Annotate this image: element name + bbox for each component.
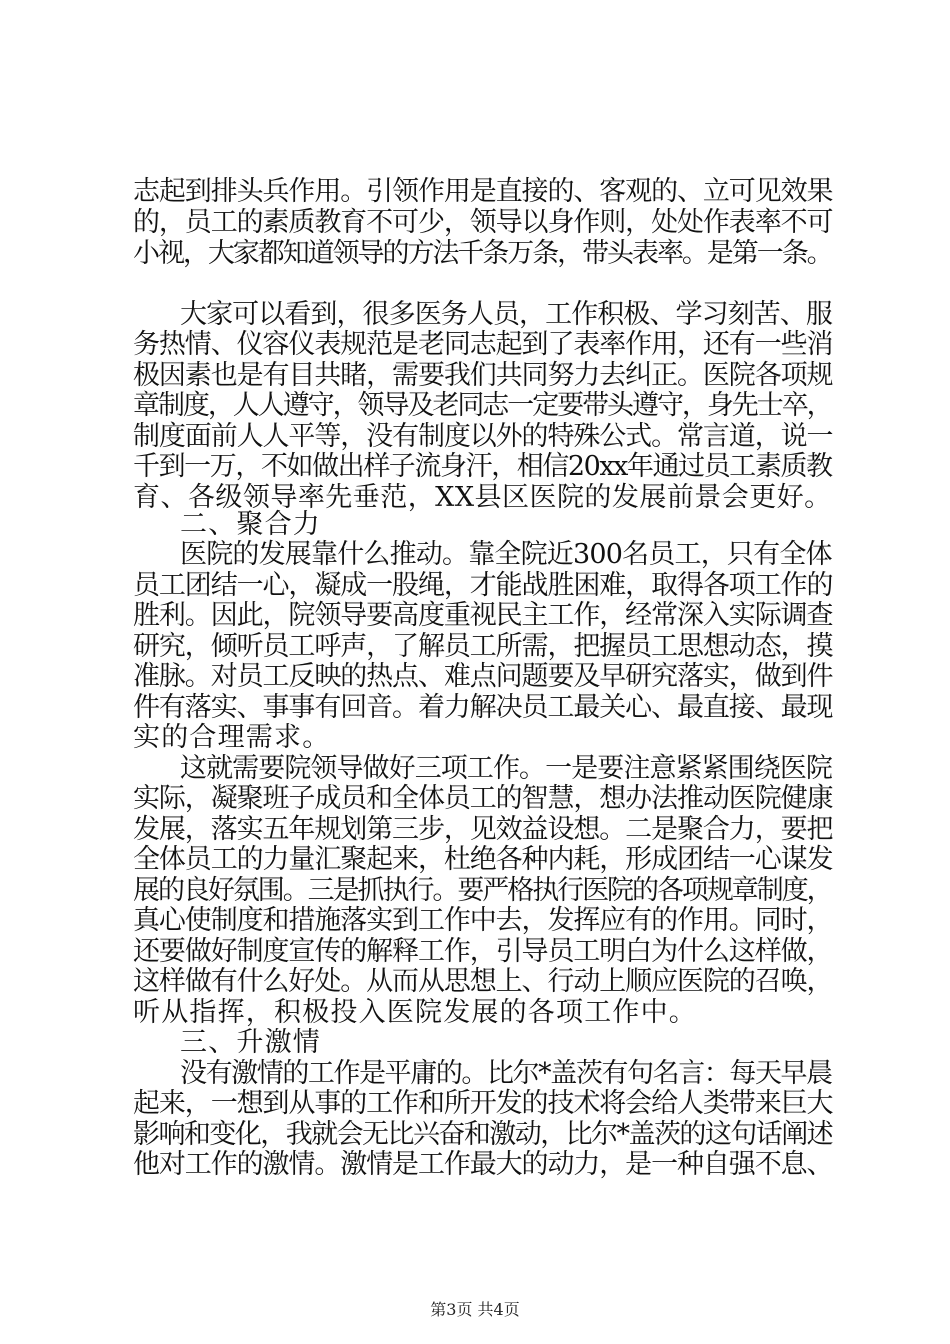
paragraph-2-line-7: 育、各级领导率先垂范，XX县区医院的发展前景会更好。 xyxy=(133,482,832,513)
paragraph-3-line-7: 实的合理需求。 xyxy=(133,722,331,753)
paragraph-5-line-1: 没有激情的工作是平庸的。比尔*盖茨有句名言：每天早晨 xyxy=(180,1058,832,1089)
section-heading-2: 二、聚合力 xyxy=(180,509,321,540)
paragraph-3-line-5: 准脉。对员工反映的热点、难点问题要及早研究落实，做到件 xyxy=(133,661,833,692)
paragraph-4-line-3: 发展，落实五年规划第三步，见效益设想。二是聚合力，要把 xyxy=(133,814,833,845)
paragraph-2-line-1: 大家可以看到，很多医务人员，工作积极、学习刻苦、服 xyxy=(180,299,832,330)
paragraph-3-line-1: 医院的发展靠什么推动。靠全院近300名员工，只有全体 xyxy=(180,539,832,570)
paragraph-3-line-2: 员工团结一心，凝成一股绳，才能战胜困难，取得各项工作的 xyxy=(133,570,833,601)
paragraph-3-line-4: 研究，倾听员工呼声，了解员工所需，把握员工思想动态，摸 xyxy=(133,631,833,662)
paragraph-4-line-5: 展的良好氛围。三是抓执行。要严格执行医院的各项规章制度， xyxy=(133,875,832,906)
page-number-footer: 第3页 共4页 xyxy=(430,1300,520,1319)
paragraph-5-line-2: 起来，一想到从事的工作和所开发的技术将会给人类带来巨大 xyxy=(133,1088,833,1119)
paragraph-2-line-3: 极因素也是有目共睹，需要我们共同努力去纠正。医院各项规 xyxy=(133,360,833,391)
paragraph-2-line-2: 务热情、仪容仪表规范是老同志起到了表率作用，还有一些消 xyxy=(133,329,833,360)
paragraph-4-line-8: 这样做有什么好处。从而从思想上、行动上顺应医院的召唤， xyxy=(133,966,833,997)
paragraph-3-line-6: 件有落实、事事有回音。着力解决员工最关心、最直接、最现 xyxy=(133,692,833,723)
paragraph-4-line-6: 真心使制度和措施落实到工作中去，发挥应有的作用。同时， xyxy=(133,905,833,936)
section-heading-3: 三、升激情 xyxy=(180,1027,321,1058)
paragraph-5-line-3: 影响和变化，我就会无比兴奋和激动，比尔*盖茨的这句话阐述 xyxy=(133,1119,833,1150)
paragraph-1-line-2: 的，员工的素质教育不可少，领导以身作则，处处作表率不可 xyxy=(133,207,833,238)
paragraph-1-line-3: 小视，大家都知道领导的方法千条万条，带头表率。是第一条。 xyxy=(133,238,832,269)
paragraph-3-line-3: 胜利。因此，院领导要高度重视民主工作，经常深入实际调查 xyxy=(133,600,833,631)
paragraph-4-line-2: 实际，凝聚班子成员和全体员工的智慧，想办法推动医院健康 xyxy=(133,783,833,814)
paragraph-2-line-5: 制度面前人人平等，没有制度以外的特殊公式。常言道，说一 xyxy=(133,421,833,452)
paragraph-4-line-9: 听从指挥，积极投入医院发展的各项工作中。 xyxy=(133,997,697,1028)
paragraph-2-line-6: 千到一万，不如做出样子流身汗，相信20xx年通过员工素质教 xyxy=(133,451,832,482)
paragraph-4-line-1: 这就需要院领导做好三项工作。一是要注意紧紧围绕医院 xyxy=(180,753,832,784)
paragraph-1-line-1: 志起到排头兵作用。引领作用是直接的、客观的、立可见效果 xyxy=(133,176,833,207)
paragraph-4-line-7: 还要做好制度宣传的解释工作，引导员工明白为什么这样做， xyxy=(133,936,833,967)
paragraph-5-line-4: 他对工作的激情。激情是工作最大的动力，是一种自强不息、 xyxy=(133,1149,833,1180)
paragraph-4-line-4: 全体员工的力量汇聚起来，杜绝各种内耗，形成团结一心谋发 xyxy=(133,844,833,875)
paragraph-2-line-4: 章制度，人人遵守，领导及老同志一定要带头遵守，身先士卒， xyxy=(133,390,832,421)
